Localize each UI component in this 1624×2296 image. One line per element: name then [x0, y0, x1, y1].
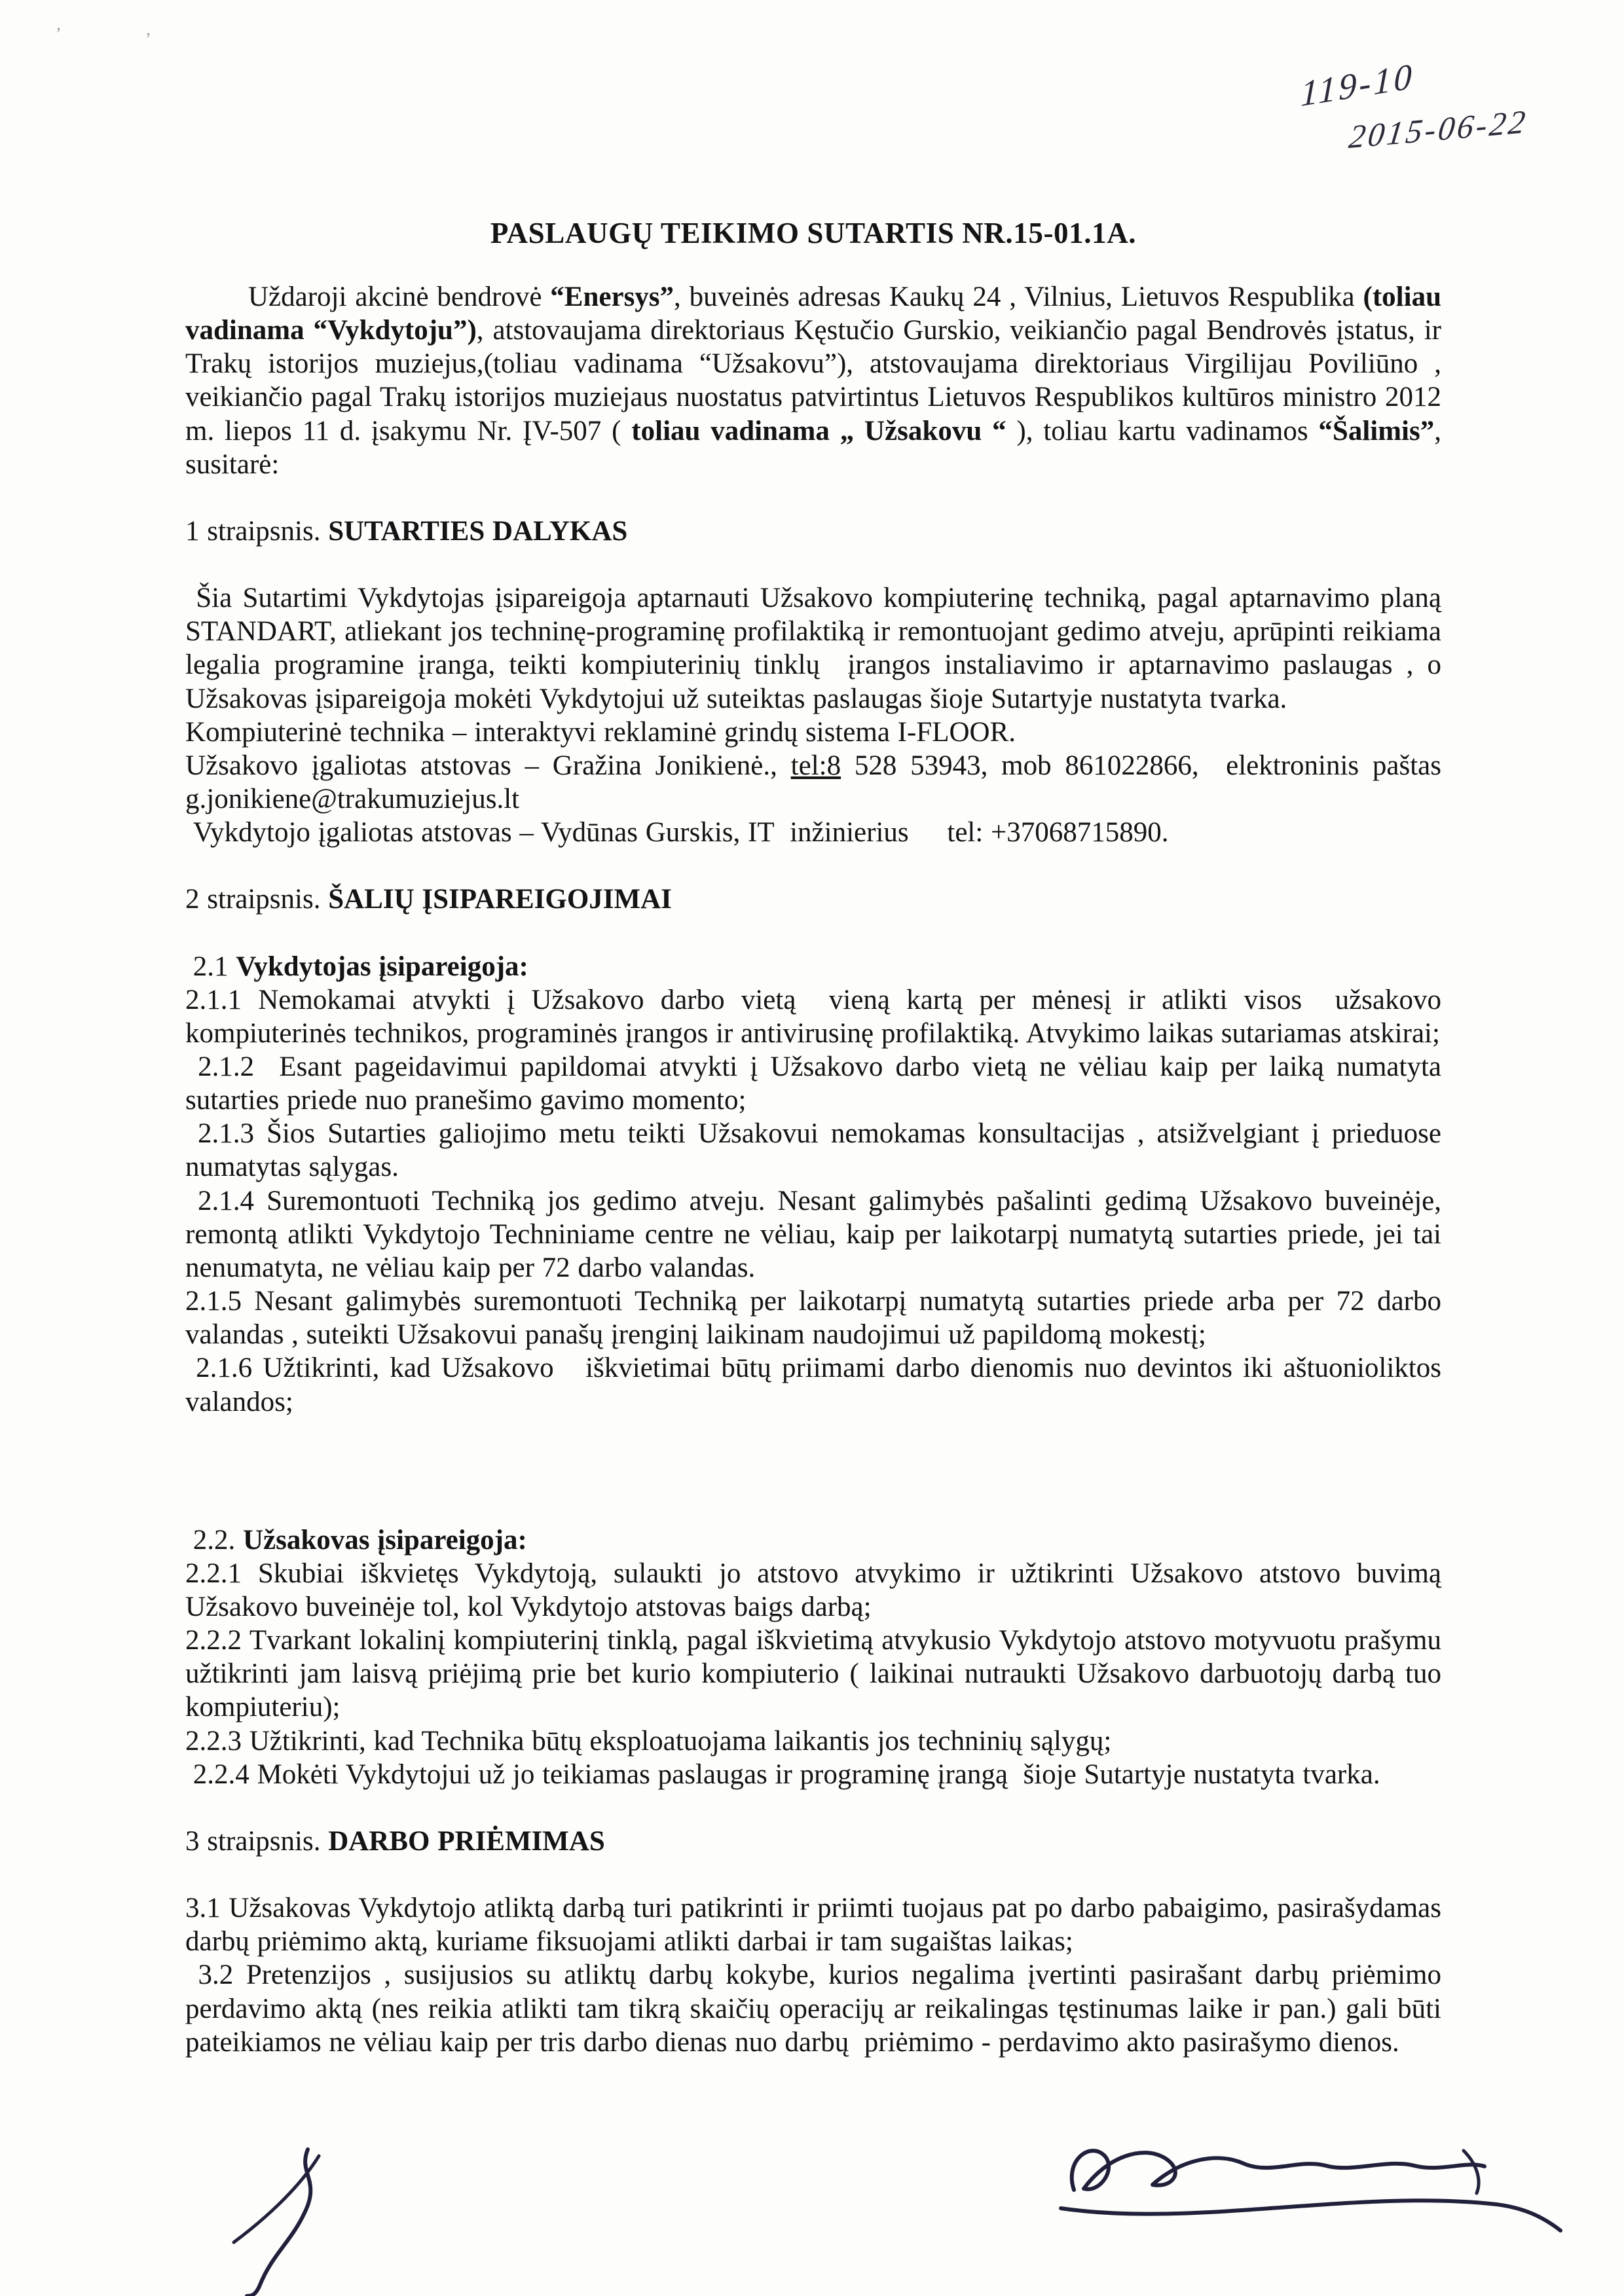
clause-3-1 — [185, 1891, 1441, 1958]
text-run: 3.2 Pretenzijos , susijusios su atliktų darbų kokybe, kurios negalima įvertinti pasirašant darbų priėmimo perdavimo aktą (nes reikia atlikti tam tikrą skaičių operacijų ar reikalingas tęstinumas laike ir pan.) gali būti pateikiamos ne vėliau kaip per tris darbo dienas nuo darbų priėmimo - perdavimo akto pasirašymo dienos. — [185, 1959, 1441, 2058]
text-run: Šia Sutartimi Vykdytojas įsipareigoja aptarnauti Užsakovo kompiuterinę techniką, pagal aptarnavimo planą STANDART, atliekant jos techninę-programinę profilaktiką ir remontuojant gedimo atveju, aprūpinti reikiama legalia programine įranga, teikti kompiuterinių tinklų įrangos instaliavimo ir aptarnavimo paslaugas , o Užsakovas įsipareigoja mokėti Vykdytojui už suteiktas paslaugas šioje Sutartyje nustatyta tvarka. — [185, 583, 1441, 714]
text-run: 2.1 — [185, 951, 236, 982]
text-run: (toliau vadinama “Vykdytoju”) — [185, 282, 1441, 346]
section-2-heading — [185, 883, 1441, 916]
document-content — [185, 216, 1441, 2059]
text-run: “Enersys” — [550, 282, 674, 312]
clause-2-1-4 — [185, 1184, 1441, 1285]
section-3-heading — [185, 1825, 1441, 1858]
clause-2-2-2 — [185, 1624, 1441, 1724]
document-body — [185, 280, 1441, 2059]
text-run: 2.2.1 Skubiai iškvietęs Vykdytoją, sulaukti jo atstovo atvykimo ir užtikrinti Užsakovo atstovo buvimą Užsakovo buveinėje tol, kol Vykdytojo atstovas baigs darbą; — [185, 1558, 1441, 1622]
clause-3-2 — [185, 1958, 1441, 2058]
text-run: Vykdytojo įgaliotas atstovas – Vydūnas Gurskis, IT inžinierius tel: +37068715890. — [185, 817, 1169, 848]
text-run: , susitarė: — [185, 415, 1441, 480]
text-run: 2.1.4 Suremontuoti Techniką jos gedimo atveju. Nesant galimybės pašalinti gedimą Užsakovo buveinėje, remontą atlikti Vykdytojo Techniniame centre ne vėliau, kaip per laikotarpį numatytą sutarties priede, jei tai nenumatyta, ne vėliau kaip per 72 darbo valandas. — [185, 1185, 1441, 1283]
text-run: “Šalimis” — [1318, 415, 1435, 446]
text-run: 2.2.2 Tvarkant lokalinį kompiuterinį tinklą, pagal iškvietimą atvykusio Vykdytojo atstovo motyvuotu prašymu užtikrinti jam laisvą priėjimą prie bet kurio kompiuterio ( laikinai nutraukti Užsakovo darbuotojų darbą tuo kompiuteriu); — [185, 1625, 1441, 1723]
handwritten-date: 2015-06-22 — [1347, 102, 1530, 156]
clause-2-1-2 — [185, 1050, 1441, 1117]
text-run: 1 straipsnis. — [185, 515, 329, 547]
text-run: SUTARTIES DALYKAS — [328, 515, 628, 547]
text-run: 2.1.6 Užtikrinti, kad Užsakovo iškvietimai būtų priimami darbo dienomis nuo devintos iki aštuonioliktos valandos; — [185, 1353, 1441, 1417]
clause-1-vykdytojo-atstovas — [185, 816, 1441, 849]
scan-speck: ‚ — [56, 14, 62, 33]
text-run: 528 53943, mob 861022866, elektroninis paštas g.jonikiene@trakumuziejus.lt — [185, 750, 1441, 815]
text-run: 2.1.1 Nemokamai atvykti į Užsakovo darbo vietą vieną kartą per mėnesį ir atlikti visos užsakovo kompiuterinės technikos, programinės įrangos ir antivirusinę profilaktiką. Atvykimo laikas sutariamas atskirai; — [185, 984, 1441, 1049]
text-run: toliau vadinama „ Užsakovu “ — [631, 415, 1017, 446]
text-run: DARBO PRIĖMIMAS — [328, 1825, 605, 1857]
document-title: PASLAUGŲ TEIKIMO SUTARTIS NR.15-01.1A. — [490, 217, 1137, 249]
text-run: 2.1.3 Šios Sutarties galiojimo metu teikti Užsakovui nemokamas konsultacijas , atsižvelgiant į prieduose numatytas sąlygas. — [185, 1118, 1441, 1183]
handwritten-registration-number: 119-10 — [1300, 55, 1415, 115]
text-run: , buveinės adresas Kaukų 24 , Vilnius, Lietuvos Respublika — [674, 282, 1363, 312]
text-run: Užsakovas įsipareigoja: — [243, 1524, 527, 1556]
text-run: , atstovaujama direktoriaus Kęstučio Gurskio, veikiančio pagal Bendrovės įstatus, ir Trakų istorijos muziejus,(toliau vadinama “Užsakovu”), atstovaujama direktoriaus Virgilijau Poviliūno , veikiančio pagal Trakų istorijos muziejaus nuostatus patvirtintus Lietuvos Respublikos kultūros ministro 2012 m. liepos 11 d. įsakymu Nr. ĮV-507 ( — [185, 315, 1441, 446]
text-run: 3.1 Užsakovas Vykdytojo atliktą darbą turi patikrinti ir priimti tuojaus pat po darbo pabaigimo, pasirašydamas darbų priėmimo aktą, kuriame fiksuojami atlikti darbai ir tam sugaištas laikas; — [185, 1893, 1441, 1958]
clause-1-uzsakovo-atstovas — [185, 749, 1441, 816]
text-run: 2.1.2 Esant pageidavimui papildomai atvykti į Užsakovo darbo vietą ne vėliau kaip per laiką numatyta sutarties priede nuo pranešimo gavimo momento; — [185, 1051, 1441, 1116]
clause-2-2-1 — [185, 1557, 1441, 1624]
clause-2-2 — [185, 1523, 1441, 1557]
text-run: 2.2.4 Mokėti Vykdytojui už jo teikiamas paslaugas ir programinę įrangą šioje Sutartyje nustatyta tvarka. — [185, 1758, 1380, 1790]
clause-2-1 — [185, 950, 1441, 983]
clause-2-1-5 — [185, 1285, 1441, 1351]
clause-1-body — [185, 581, 1441, 716]
text-run: 2.1.5 Nesant galimybės suremontuoti Techniką per laikotarpį numatytą sutarties priede arba per 72 darbo valandas , suteikti Užsakovui panašų įrenginį laikinam naudojimui už papildomą mokestį; — [185, 1286, 1441, 1351]
clause-2-1-1 — [185, 983, 1441, 1050]
text-run: tel:8 — [790, 750, 841, 781]
text-run: Uždaroji akcinė bendrovė — [248, 282, 551, 312]
text-run: 2.2.3 Užtikrinti, kad Technika būtų eksploatuojama laikantis jos techninių sąlygų; — [185, 1725, 1112, 1757]
text-run: Vykdytojas įsipareigoja: — [236, 951, 528, 982]
text-run: 2.2. — [185, 1524, 243, 1556]
clause-2-2-3 — [185, 1724, 1441, 1758]
section-1-heading — [185, 515, 1441, 548]
handwritten-signature-icon — [1044, 2124, 1568, 2249]
clause-2-1-6 — [185, 1351, 1441, 1418]
clause-2-1-3 — [185, 1117, 1441, 1184]
handwritten-initials-signature-icon — [200, 2144, 363, 2296]
text-run: ŠALIŲ ĮSIPAREIGOJIMAI — [328, 884, 672, 915]
scan-speck: ‚ — [145, 20, 151, 39]
intro-paragraph — [185, 280, 1441, 481]
text-run: 3 straipsnis. — [185, 1825, 329, 1857]
text-run: Užsakovo įgaliotas atstovas – Gražina Jonikienė., — [185, 750, 791, 781]
clause-2-2-4 — [185, 1758, 1441, 1791]
text-run: Kompiuterinė technika – interaktyvi reklaminė grindų sistema I-FLOOR. — [185, 716, 1016, 748]
clause-1-technika — [185, 716, 1441, 749]
text-run: ), toliau kartu vadinamos — [1016, 415, 1319, 446]
text-run: 2 straipsnis. — [185, 884, 329, 915]
